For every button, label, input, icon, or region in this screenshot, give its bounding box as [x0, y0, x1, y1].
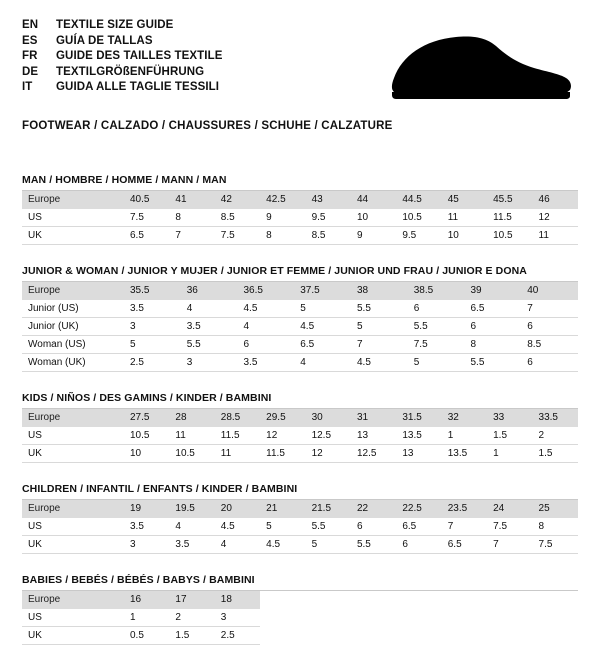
row-label: UK: [22, 227, 124, 245]
row-label: US: [22, 518, 124, 536]
size-cell: 40.5: [124, 191, 169, 209]
table-row: [22, 227, 578, 245]
size-cell: 10.5: [169, 445, 214, 463]
size-cell: 6: [396, 536, 441, 554]
size-cell: [442, 609, 487, 627]
row-label: Europe: [22, 191, 124, 209]
row-label: US: [22, 209, 124, 227]
language-code: ES: [22, 34, 38, 47]
size-cell: 31: [351, 409, 396, 427]
size-cell: 43: [306, 191, 351, 209]
size-cell: 4: [238, 318, 295, 336]
size-cell: 41: [169, 191, 214, 209]
size-cell: 5: [351, 318, 408, 336]
size-cell: 17: [169, 591, 214, 609]
size-group-label: KIDS / NIÑOS / DES GAMINS / KINDER / BAMBINI: [22, 392, 578, 409]
size-cell: 5: [408, 354, 465, 372]
size-cell: 11: [169, 427, 214, 445]
size-cell: 3.5: [169, 536, 214, 554]
size-cell: 5: [294, 300, 351, 318]
size-cell: 30: [306, 409, 351, 427]
size-cell: [351, 627, 396, 645]
row-label: Europe: [22, 282, 124, 300]
size-cell: 45: [442, 191, 487, 209]
size-cell: 45.5: [487, 191, 532, 209]
size-group: [22, 392, 578, 463]
table-row: [22, 209, 578, 227]
size-cell: 16: [124, 591, 169, 609]
row-label: US: [22, 609, 124, 627]
size-table: [22, 191, 578, 245]
table-row: [22, 282, 578, 300]
size-cell: 7: [169, 227, 214, 245]
row-label: UK: [22, 445, 124, 463]
size-cell: 21: [260, 500, 305, 518]
size-cell: [351, 609, 396, 627]
size-cell: 44.5: [396, 191, 441, 209]
size-cell: 44: [351, 191, 396, 209]
size-cell: 8: [169, 209, 214, 227]
category-title: FOOTWEAR / CALZADO / CHAUSSURES / SCHUHE / CALZATURE: [22, 120, 393, 132]
size-cell: 5.5: [351, 300, 408, 318]
size-cell: 5.5: [408, 318, 465, 336]
size-cell: 13.5: [396, 427, 441, 445]
size-cell: 33.5: [533, 409, 578, 427]
size-table: [22, 282, 578, 372]
size-cell: 39: [465, 282, 522, 300]
table-row: [22, 191, 578, 209]
size-cell: 12: [260, 427, 305, 445]
size-cell: 7: [521, 300, 578, 318]
row-label: Junior (UK): [22, 318, 124, 336]
row-label: Woman (US): [22, 336, 124, 354]
size-cell: 5.5: [351, 536, 396, 554]
size-group: [22, 574, 578, 645]
size-cell: 22: [351, 500, 396, 518]
size-cell: 18: [215, 591, 260, 609]
size-cell: 46: [533, 191, 578, 209]
size-cell: 38.5: [408, 282, 465, 300]
table-row: [22, 518, 578, 536]
size-cell: 20: [215, 500, 260, 518]
size-cell: [487, 609, 532, 627]
size-cell: 1: [442, 427, 487, 445]
size-cell: 12: [306, 445, 351, 463]
table-row: [22, 318, 578, 336]
size-cell: 22.5: [396, 500, 441, 518]
size-cell: 36: [181, 282, 238, 300]
table-row: [22, 445, 578, 463]
size-cell: 6.5: [124, 227, 169, 245]
row-label: Europe: [22, 591, 124, 609]
size-cell: [306, 609, 351, 627]
size-cell: 4: [294, 354, 351, 372]
size-cell: 7: [442, 518, 487, 536]
size-cell: 3: [124, 536, 169, 554]
size-cell: 27.5: [124, 409, 169, 427]
language-code: FR: [22, 50, 38, 62]
language-title: TEXTILGRÖßENFÜHRUNG: [56, 65, 205, 78]
size-cell: 5: [124, 336, 181, 354]
size-cell: 11: [533, 227, 578, 245]
size-cell: 7.5: [487, 518, 532, 536]
size-cell: 33: [487, 409, 532, 427]
row-label: Europe: [22, 409, 124, 427]
size-cell: [487, 627, 532, 645]
size-cell: 2: [169, 609, 214, 627]
size-cell: 10: [124, 445, 169, 463]
size-cell: 10: [351, 209, 396, 227]
language-code: IT: [22, 81, 33, 93]
dress-shoe-icon: [384, 30, 574, 102]
size-group-label: MAN / HOMBRE / HOMME / MANN / MAN: [22, 174, 578, 191]
size-cell: 7: [351, 336, 408, 354]
size-cell: 31.5: [396, 409, 441, 427]
size-cell: 8: [465, 336, 522, 354]
size-cell: 36.5: [238, 282, 295, 300]
size-cell: 9: [351, 227, 396, 245]
size-cell: 5: [306, 536, 351, 554]
language-title: TEXTILE SIZE GUIDE: [56, 19, 174, 31]
size-cell: 7.5: [124, 209, 169, 227]
size-cell: 38: [351, 282, 408, 300]
size-cell: 6: [521, 354, 578, 372]
size-cell: 2: [533, 427, 578, 445]
language-title: GUIDA ALLE TAGLIE TESSILI: [56, 81, 220, 93]
size-cell: 4.5: [215, 518, 260, 536]
size-cell: 3.5: [124, 300, 181, 318]
size-cell: 6: [238, 336, 295, 354]
size-cell: 4.5: [351, 354, 408, 372]
size-cell: 25: [533, 500, 578, 518]
size-table: [22, 591, 578, 645]
size-cell: 5.5: [306, 518, 351, 536]
table-row: [22, 409, 578, 427]
size-group: [22, 483, 578, 554]
size-cell: 8.5: [306, 227, 351, 245]
size-cell: 9.5: [396, 227, 441, 245]
size-cell: 3.5: [124, 518, 169, 536]
size-cell: 1.5: [487, 427, 532, 445]
size-group: [22, 265, 578, 372]
size-cell: 5.5: [465, 354, 522, 372]
table-row: [22, 536, 578, 554]
row-label: Europe: [22, 500, 124, 518]
size-cell: 8: [260, 227, 305, 245]
size-tables: [22, 174, 578, 645]
size-cell: 5.5: [181, 336, 238, 354]
size-cell: 21.5: [306, 500, 351, 518]
table-row: [22, 354, 578, 372]
row-label: UK: [22, 627, 124, 645]
size-table: [22, 500, 578, 554]
size-cell: 6: [351, 518, 396, 536]
size-cell: 35.5: [124, 282, 181, 300]
language-code: EN: [22, 19, 39, 31]
size-cell: 6.5: [396, 518, 441, 536]
size-cell: 4: [215, 536, 260, 554]
size-cell: 19.5: [169, 500, 214, 518]
size-cell: 23.5: [442, 500, 487, 518]
size-cell: 1.5: [533, 445, 578, 463]
size-cell: 42: [215, 191, 260, 209]
size-cell: 4.5: [260, 536, 305, 554]
size-cell: 11.5: [487, 209, 532, 227]
size-cell: 7.5: [408, 336, 465, 354]
size-cell: 0.5: [124, 627, 169, 645]
size-cell: 13: [351, 427, 396, 445]
size-cell: 28: [169, 409, 214, 427]
size-cell: 40: [521, 282, 578, 300]
size-cell: 2.5: [215, 627, 260, 645]
size-cell: 6.5: [294, 336, 351, 354]
size-cell: 9.5: [306, 209, 351, 227]
size-cell: 1: [124, 609, 169, 627]
size-cell: 10: [442, 227, 487, 245]
table-row: [22, 427, 578, 445]
size-cell: 28.5: [215, 409, 260, 427]
size-cell: 3.5: [238, 354, 295, 372]
size-cell: 29.5: [260, 409, 305, 427]
language-title: GUÍA DE TALLAS: [56, 34, 153, 47]
size-cell: [260, 609, 305, 627]
size-cell: 1.5: [169, 627, 214, 645]
size-cell: 4: [169, 518, 214, 536]
size-cell: [442, 627, 487, 645]
size-cell: 6: [521, 318, 578, 336]
size-cell: 6: [408, 300, 465, 318]
size-cell: 8: [533, 518, 578, 536]
size-cell: 1: [487, 445, 532, 463]
size-cell: 3: [181, 354, 238, 372]
size-cell: 12.5: [306, 427, 351, 445]
size-cell: [306, 627, 351, 645]
size-cell: 6.5: [465, 300, 522, 318]
size-cell: 3.5: [181, 318, 238, 336]
size-cell: 10.5: [124, 427, 169, 445]
size-cell: [533, 627, 578, 645]
size-cell: 32: [442, 409, 487, 427]
size-cell: 4: [181, 300, 238, 318]
header: [22, 18, 578, 106]
table-row: [22, 609, 578, 627]
size-cell: 11.5: [260, 445, 305, 463]
table-row: [22, 300, 578, 318]
size-cell: 12.5: [351, 445, 396, 463]
size-cell: 4.5: [238, 300, 295, 318]
size-cell: 7.5: [533, 536, 578, 554]
size-cell: 37.5: [294, 282, 351, 300]
size-cell: [396, 627, 441, 645]
size-cell: [260, 627, 305, 645]
size-cell: 13: [396, 445, 441, 463]
size-cell: 3: [215, 609, 260, 627]
size-cell: 8.5: [215, 209, 260, 227]
size-cell: 42.5: [260, 191, 305, 209]
size-cell: 12: [533, 209, 578, 227]
size-cell: 9: [260, 209, 305, 227]
size-table: [22, 409, 578, 463]
size-cell: 4.5: [294, 318, 351, 336]
size-cell: 6.5: [442, 536, 487, 554]
size-cell: 19: [124, 500, 169, 518]
size-cell: 8.5: [521, 336, 578, 354]
size-cell: 13.5: [442, 445, 487, 463]
size-group-label: BABIES / BEBÉS / BÉBÉS / BABYS / BAMBINI: [22, 574, 578, 591]
size-cell: 7: [487, 536, 532, 554]
row-label: US: [22, 427, 124, 445]
row-label: Woman (UK): [22, 354, 124, 372]
size-cell: 2.5: [124, 354, 181, 372]
size-group-label: JUNIOR & WOMAN / JUNIOR Y MUJER / JUNIOR ET FEMME / JUNIOR UND FRAU / JUNIOR E DONA: [22, 265, 578, 282]
row-label: UK: [22, 536, 124, 554]
size-group: [22, 174, 578, 245]
size-cell: 24: [487, 500, 532, 518]
size-cell: 11: [215, 445, 260, 463]
size-cell: 10.5: [487, 227, 532, 245]
table-row: [22, 336, 578, 354]
language-title: GUIDE DES TAILLES TEXTILE: [56, 50, 223, 62]
size-group-label: CHILDREN / INFANTIL / ENFANTS / KINDER / BAMBINI: [22, 483, 578, 500]
size-cell: 10.5: [396, 209, 441, 227]
row-label: Junior (US): [22, 300, 124, 318]
size-cell: 5: [260, 518, 305, 536]
size-cell: [533, 609, 578, 627]
size-cell: [396, 609, 441, 627]
size-cell: 3: [124, 318, 181, 336]
size-cell: 11: [442, 209, 487, 227]
table-row: [22, 627, 578, 645]
size-cell: 11.5: [215, 427, 260, 445]
language-code: DE: [22, 65, 39, 78]
table-row: [22, 500, 578, 518]
size-cell: 6: [465, 318, 522, 336]
size-cell: 7.5: [215, 227, 260, 245]
